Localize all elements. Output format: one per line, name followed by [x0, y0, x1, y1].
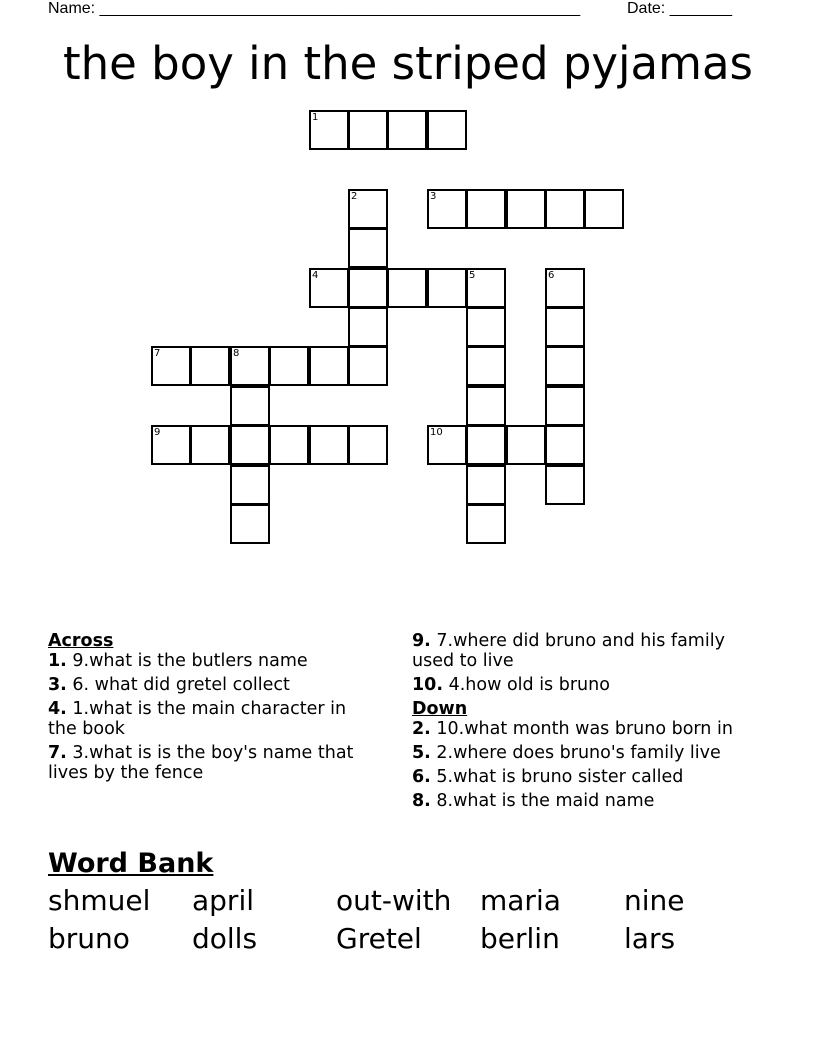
grid-cell[interactable]: [230, 425, 270, 465]
grid-cell[interactable]: [230, 504, 270, 544]
grid-cell[interactable]: [190, 346, 230, 386]
clue-across-3: [48, 675, 378, 695]
grid-cell[interactable]: [545, 386, 585, 426]
grid-cell[interactable]: [466, 346, 506, 386]
name-field-label[interactable]: Name: ______________________________________________________: [48, 0, 581, 17]
clues-right-column: [412, 631, 772, 815]
grid-cell[interactable]: [230, 465, 270, 505]
cell-number: 2: [351, 191, 358, 202]
grid-cell[interactable]: [545, 465, 585, 505]
grid-cell[interactable]: [466, 425, 506, 465]
cell-number: 3: [430, 191, 437, 202]
clue-across-1: [48, 651, 378, 671]
clue-text: 4.how old is bruno: [443, 675, 610, 695]
grid-cell[interactable]: [427, 110, 467, 150]
cell-number: 8: [233, 348, 240, 359]
grid-cell[interactable]: [348, 425, 388, 465]
word-bank-title: Word Bank: [48, 848, 214, 879]
cell-number: 9: [154, 427, 161, 438]
clue-number: 7.: [48, 743, 67, 763]
grid-cell[interactable]: [506, 425, 546, 465]
clue-down-5: [412, 743, 772, 763]
clue-number: 9.: [412, 631, 431, 651]
cell-number: 7: [154, 348, 161, 359]
cell-number: 1: [312, 112, 319, 123]
grid-cell[interactable]: [545, 268, 585, 308]
down-header: Down: [412, 699, 468, 719]
clue-text: 8.what is the maid name: [430, 791, 655, 811]
grid-cell[interactable]: [545, 425, 585, 465]
word-bank-word: berlin: [480, 922, 560, 955]
grid-cell[interactable]: [269, 425, 309, 465]
grid-cell[interactable]: [151, 425, 191, 465]
grid-cell[interactable]: [545, 307, 585, 347]
clue-across-7: [48, 743, 378, 783]
grid-cell[interactable]: [427, 425, 467, 465]
clue-down-6: [412, 767, 772, 787]
clue-number: 1.: [48, 651, 67, 671]
clue-text: 7.where did bruno and his family used to live: [412, 631, 725, 671]
grid-cell[interactable]: [230, 346, 270, 386]
grid-cell[interactable]: [190, 425, 230, 465]
word-bank-word: nine: [624, 884, 685, 917]
grid-cell[interactable]: [348, 307, 388, 347]
clue-number: 2.: [412, 719, 431, 739]
grid-cell[interactable]: [348, 189, 388, 229]
grid-cell[interactable]: [387, 268, 427, 308]
word-bank-word: april: [192, 884, 255, 917]
clue-down-2: [412, 719, 772, 739]
word-bank-word: out-with: [336, 884, 452, 917]
clue-number: 10.: [412, 675, 444, 695]
clue-across-4: [48, 699, 378, 739]
clue-text: 2.where does bruno's family live: [430, 743, 721, 763]
clue-text: 10.what month was bruno born in: [430, 719, 733, 739]
grid-cell[interactable]: [230, 386, 270, 426]
grid-cell[interactable]: [269, 346, 309, 386]
clue-text: 1.what is the main character in the book: [48, 699, 347, 739]
clues-left-column: [48, 631, 378, 787]
grid-cell[interactable]: [348, 346, 388, 386]
grid-cell[interactable]: [387, 110, 427, 150]
clue-across-9: [412, 631, 772, 671]
grid-cell[interactable]: [466, 386, 506, 426]
grid-cell[interactable]: [309, 425, 349, 465]
page-title: the boy in the striped pyjamas: [62, 37, 753, 90]
word-bank-word: Gretel: [336, 922, 422, 955]
cell-number: 5: [469, 270, 476, 281]
date-field-label[interactable]: Date: _______: [627, 0, 732, 17]
clue-text: 5.what is bruno sister called: [430, 767, 684, 787]
cell-number: 6: [548, 270, 555, 281]
cell-number: 4: [312, 270, 319, 281]
grid-cell[interactable]: [309, 346, 349, 386]
clue-number: 8.: [412, 791, 431, 811]
clue-text: 3.what is is the boy's name that lives by the fence: [48, 743, 354, 783]
clue-number: 6.: [412, 767, 431, 787]
grid-cell[interactable]: [545, 189, 585, 229]
grid-cell[interactable]: [427, 189, 467, 229]
grid-cell[interactable]: [466, 189, 506, 229]
clue-text: 9.what is the butlers name: [66, 651, 308, 671]
grid-cell[interactable]: [151, 346, 191, 386]
grid-cell[interactable]: [348, 228, 388, 268]
grid-cell[interactable]: [309, 268, 349, 308]
grid-cell[interactable]: [545, 346, 585, 386]
word-bank-word: shmuel: [48, 884, 151, 917]
clue-number: 5.: [412, 743, 431, 763]
grid-cell[interactable]: [427, 268, 467, 308]
word-bank-word: maria: [480, 884, 561, 917]
grid-cell[interactable]: [466, 465, 506, 505]
clue-text: 6. what did gretel collect: [66, 675, 290, 695]
word-bank-word: dolls: [192, 922, 258, 955]
clue-number: 4.: [48, 699, 67, 719]
word-bank-word: lars: [624, 922, 676, 955]
grid-cell[interactable]: [466, 268, 506, 308]
grid-cell[interactable]: [309, 110, 349, 150]
grid-cell[interactable]: [466, 307, 506, 347]
grid-cell[interactable]: [348, 110, 388, 150]
clue-number: 3.: [48, 675, 67, 695]
across-header: Across: [48, 631, 114, 651]
clue-down-8: [412, 791, 772, 811]
grid-cell[interactable]: [506, 189, 546, 229]
word-bank-word: bruno: [48, 922, 130, 955]
grid-cell[interactable]: [466, 504, 506, 544]
grid-cell[interactable]: [584, 189, 624, 229]
grid-cell[interactable]: [348, 268, 388, 308]
clue-across-10: [412, 675, 772, 695]
cell-number: 10: [430, 427, 443, 438]
